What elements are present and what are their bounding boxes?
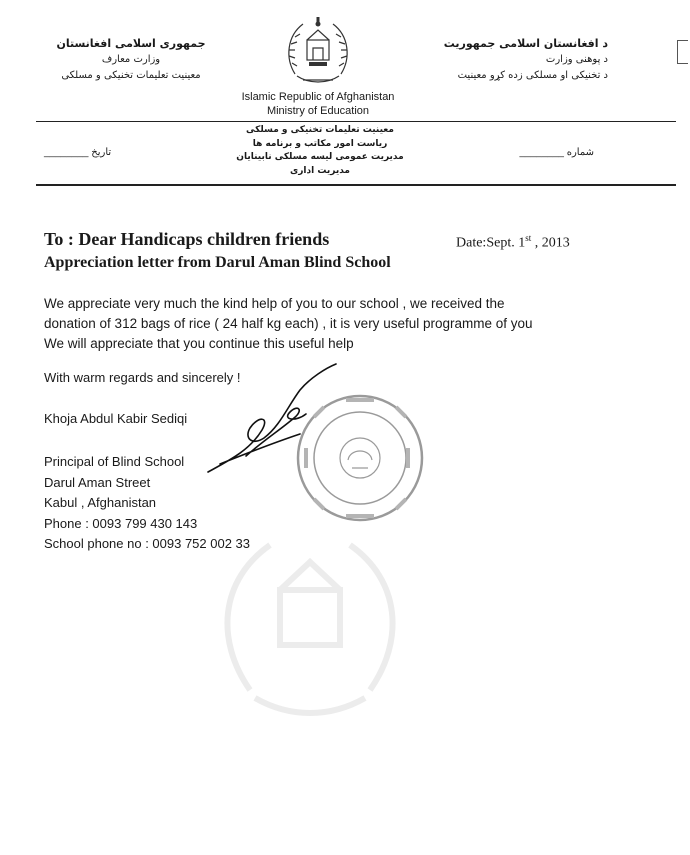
- recipient-line: To : Dear Handicaps children friends: [44, 229, 330, 249]
- emblem-caption-line-1: Islamic Republic of Afghanistan: [241, 91, 395, 103]
- emblem-caption: [215, 90, 421, 118]
- address-line-4: Phone : 0093 799 430 143: [44, 515, 198, 531]
- office-line-2: ریاست امور مکاتب و برنامه ها: [252, 138, 388, 149]
- letter-date: [456, 233, 570, 252]
- signature-icon: [200, 360, 340, 480]
- body-line-3: We will appreciate that you continue this useful help: [44, 336, 354, 351]
- address-line-1: Principal of Blind School: [44, 454, 185, 469]
- header-dari-line-3: معینیت تعلیمات تخنیکی و مسلکی: [61, 70, 201, 81]
- letter-date-prefix: Date:Sept. 1: [456, 235, 526, 251]
- header-pashto-line-2: د پوهنی وزارت: [545, 54, 608, 65]
- header-rule-top: [36, 121, 676, 122]
- office-line-4: مدیریت اداری: [289, 165, 350, 176]
- header-dari-block: [36, 36, 226, 84]
- margin-mark: [677, 40, 688, 64]
- letter-subject: Appreciation letter from Darul Aman Blind School: [44, 254, 391, 271]
- header-rule-bottom: [36, 184, 676, 186]
- emblem-caption-line-2: Ministry of Education: [266, 105, 370, 117]
- address-line-5: School phone no : 0093 752 002 33: [44, 536, 251, 551]
- signer-name: Khoja Abdul Kabir Sediqi: [44, 411, 188, 426]
- letter-date-ordinal: st: [525, 233, 532, 243]
- office-line-1: معینیت تعلیمات تخنیکی و مسلکی: [246, 125, 394, 135]
- address-line-3: Kabul , Afghanistan: [44, 495, 157, 510]
- body-line-2: donation of 312 bags of rice ( 24 half kg each) , it is very useful programme of you: [44, 316, 533, 331]
- header-pashto-line-3: د تخنیکی او مسلکی زده کړو معینیت: [457, 70, 608, 81]
- header-office-block: [200, 124, 440, 178]
- body-line-1: We appreciate very much the kind help of you to our school , we received the: [44, 296, 505, 311]
- header-date-field: تاریخ ________: [44, 147, 112, 158]
- header-dari-line-2: وزارت معارف: [101, 54, 161, 65]
- office-line-3: مدیریت عمومی لیسه مسلکی نابینایان: [236, 152, 404, 162]
- afghanistan-emblem-icon: [283, 14, 353, 88]
- letter-date-year: , 2013: [531, 235, 570, 251]
- header-dari-line-1: جمهوری اسلامی افغانستان: [56, 37, 206, 50]
- address-line-2: Darul Aman Street: [44, 474, 151, 490]
- header-pashto-block: [398, 36, 608, 84]
- header-pashto-line-1: د افغانستان اسلامی جمهوریت: [443, 37, 608, 50]
- header-number-field: شماره ________: [519, 147, 594, 158]
- letter-closing: With warm regards and sincerely !: [44, 370, 241, 385]
- letter-body: [44, 294, 634, 354]
